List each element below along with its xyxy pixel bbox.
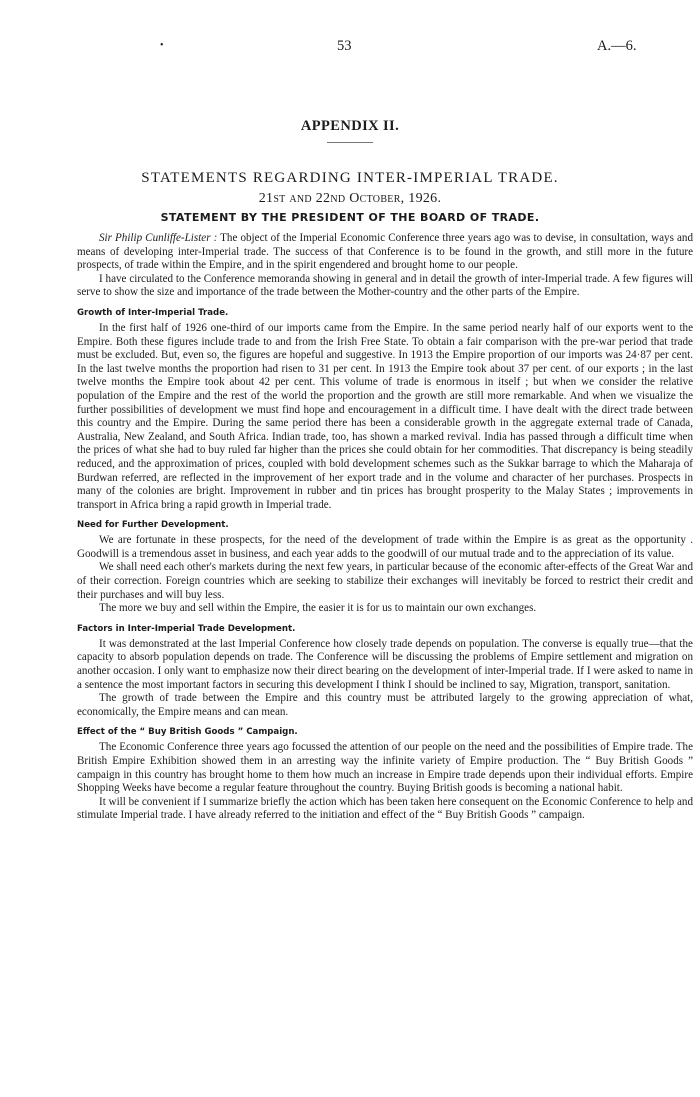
factors-paragraph-2: The growth of trade between the Empire and this country must be attributed largely to the growing appreciation of what, economically, the Empire means and can mean. — [77, 692, 693, 718]
speaker-name: Sir Philip Cunliffe-Lister : — [99, 232, 218, 244]
campaign-paragraph-2: It will be convenient if I summarize briefly the action which has been taken here consequent on the Economic Conference to help and stimulate Imperial trade. I have already referred to the initiation and effect of the “ Buy British Goods ” campaign. — [77, 795, 693, 822]
appendix-title: APPENDIX II. — [300, 118, 400, 134]
intro-paragraph-2: I have circulated to the Conference memoranda showing in general and in detail the growth of inter-Imperial trade. A few figures will serve to show the size and importance of the trade between the Mother-country and the other parts of the Empire. — [77, 272, 693, 299]
section-heading-growth: Growth of Inter-Imperial Trade. — [77, 307, 229, 318]
page-number: 53 — [337, 38, 352, 54]
section-heading-need: Need for Further Development. — [77, 520, 229, 531]
document-body — [77, 232, 693, 823]
margin-dot: • — [160, 40, 164, 51]
section-heading-factors: Factors in Inter-Imperial Trade Development. — [77, 623, 296, 634]
factors-paragraph-1: It was demonstrated at the last Imperial Conference how closely trade depends on population. The converse is equally true—that the capacity to absorb population depends on trade. The Conference will be discussing the problems of Empire settlement and migration on another occasion. I only want to emphasize now their direct bearing on the development of inter-Imperial trade. If I were asked to name in a sentence the most important factors in securing this development I think I should be inclined to say, Migration, transport, sanitation. — [77, 637, 693, 691]
intro-paragraph-1 — [77, 232, 693, 273]
title-divider — [327, 142, 373, 143]
need-paragraph-3: The more we buy and sell within the Empire, the easier it is for us to maintain our own exchanges. — [99, 602, 537, 615]
campaign-paragraph-1: The Economic Conference three years ago focussed the attention of our people on the need and the possibilities of Empire trade. The British Empire Exhibition showed them in an arresting way the infinite variety of Empire production. The “ Buy British Goods ” campaign in this country has brought home to them how much an increase in Empire trade depends upon their individual efforts. Empire Shopping Weeks have become a regular feature throughout the country. Buying British goods is becoming a national habit. — [77, 741, 693, 795]
statement-title: STATEMENT BY THE PRESIDENT OF THE BOARD OF TRADE. — [160, 211, 540, 224]
document-reference: A.—6. — [597, 38, 637, 54]
section-heading-campaign: Effect of the “ Buy British Goods ” Campaign. — [77, 727, 298, 738]
date-line: 21st and 22nd October, 1926. — [258, 191, 442, 206]
need-paragraph-2: We shall need each other's markets during the next few years, in particular because of the economic after-effects of the Great War and of their correction. Foreign countries which are seeking to stabilize their exchanges will inevitably be forced to restrict their credit and their purchases and will buy less. — [77, 561, 693, 601]
need-paragraph-1: We are fortunate in these prospects, for the need of the development of trade within the Empire is as great as the opportunity . Goodwill is a tremendous asset in business, and each year adds to the goodwill of our mutual trade and to the appreciation of its value. — [77, 534, 693, 560]
main-title: STATEMENTS REGARDING INTER-IMPERIAL TRADE. — [141, 170, 559, 186]
growth-paragraph-1: In the first half of 1926 one-third of our imports came from the Empire. In the same period nearly half of our exports went to the Empire. Both these figures include trade to and from the Irish Free State. To obtain a fair comparison with the pre-war period that trade must be excluded. But, even so, the figures are hopeful and suggestive. In 1913 the Empire proportion of our imports was 24·87 per cent. In the last twelve months the proportion had risen to 31 per cent. In 1913 the Empire took about 37 per cent. of our exports ; in the last twelve months the Empire took about 42 per cent. This volume of trade is enormous in itself ; but when we consider the relative population of the Empire and the rest of the world the proportion and the growth are still more remarkable. And when we visualize the further possibilities of development we must find hope and encouragement in a difficult time. I have dealt with the direct trade between this country and the Empire. During the same period there has been a considerable growth in the aggregate external trade of Canada, Australia, New Zealand, and South Africa. Indian trade, too, has shown a marked revival. India has passed through a difficult time when the prices of what she had to buy ruled far higher than the prices she could obtain for her commodities. That discrepancy is being steadily reduced, and the approximation of prices, coupled with bold development schemes such as the Sukkar barrage to which the Maharaja of Burdwan referred, are reflected in the improvement of her export trade and in the volume and character of her purchases. Prospects in many of the colonies are bright. Improvement in rubber and tin prices has brought prosperity to the Malay States ; improvements in transport in Africa bring a rapid growth in Imperial trade. — [77, 321, 693, 511]
intro-text-1: The object of the Imperial Economic Conference three years ago was to devise, in consultation, ways and means of developing inter-Imperial trade. The success of that Conference is to be found in the growth, and still more in the future prospects, of trade within the Empire, and in the spirit engendered and brought home to our people. — [77, 232, 693, 272]
